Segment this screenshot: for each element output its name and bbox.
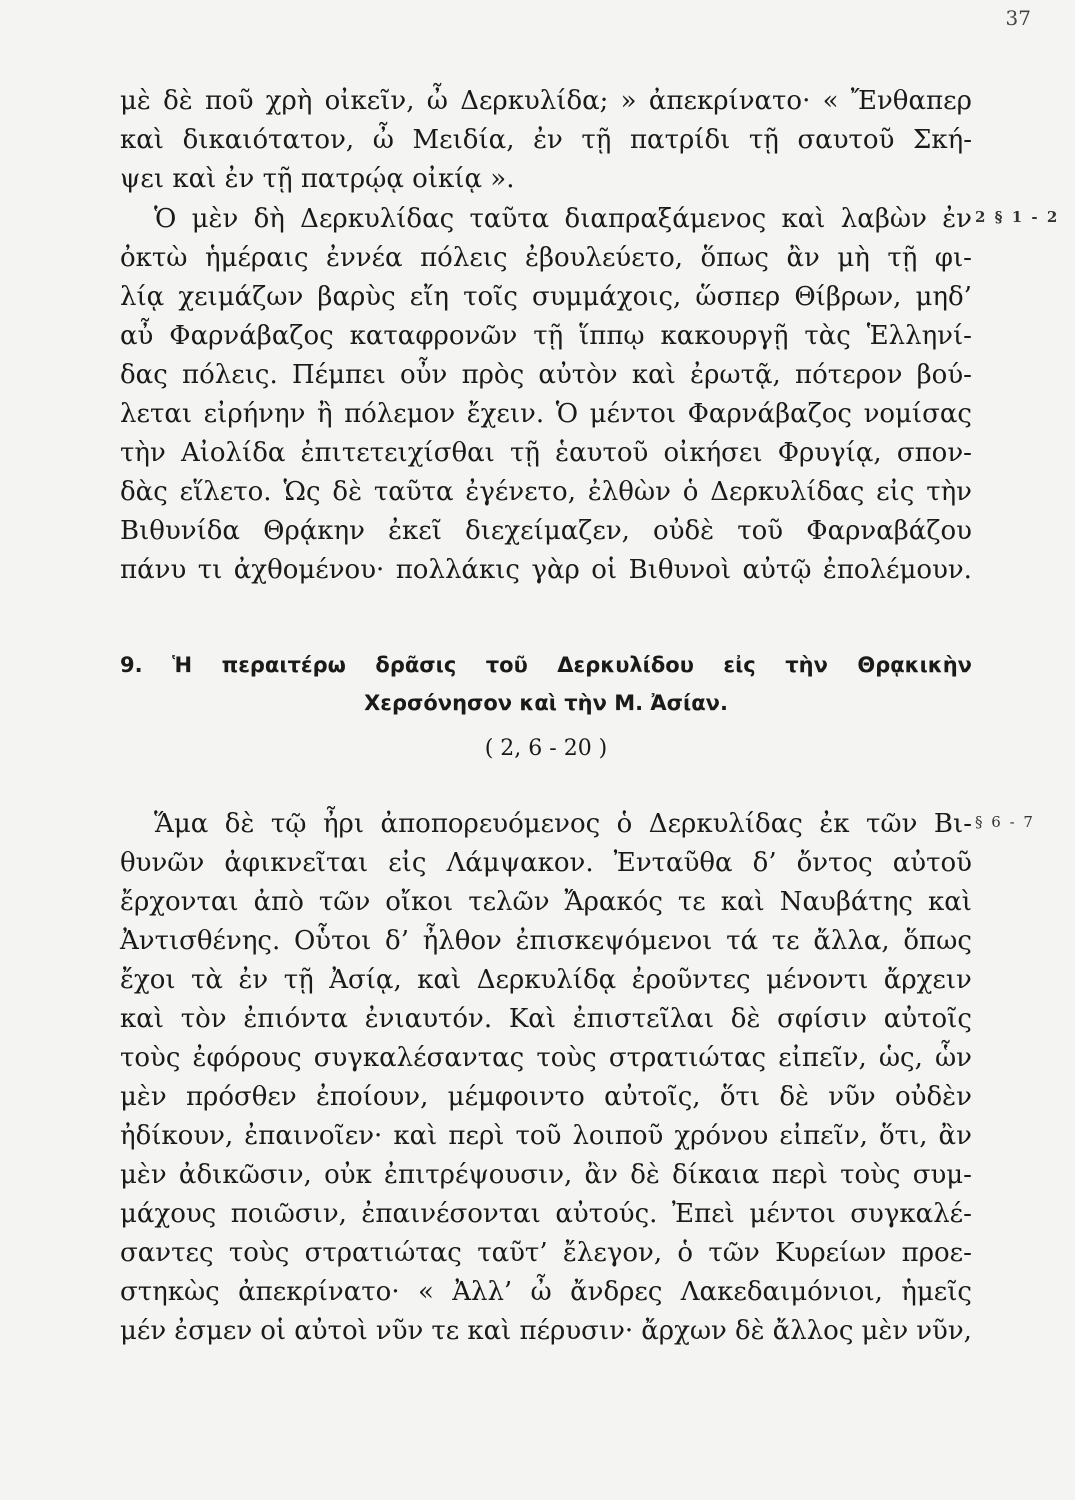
- text-line: Βιθυνίδα Θρᾴκην ἐκεῖ διεχείμαζεν, οὐδὲ τοῦ Φαρναβάζου: [120, 516, 972, 546]
- text-line: μὲν πρόσθεν ἐποίουν, μέμφοιντο αὐτοῖς, ὅτι δὲ νῦν οὐδὲν: [120, 1082, 972, 1112]
- section-heading-line: 9. Ἡ περαιτέρω δρᾶσις τοῦ Δερκυλίδου εἰς τὴν Θρᾳκικὴν: [120, 653, 972, 677]
- paragraph-dercylidas: [120, 200, 972, 590]
- text-line: στηκὼς ἀπεκρίνατο· « Ἀλλ’ ὦ ἄνδρες Λακεδαιμόνιοι, ἡμεῖς: [120, 1277, 972, 1307]
- text-line: ἔχοι τὰ ἐν τῇ Ἀσίᾳ, καὶ Δερκυλίδᾳ ἐροῦντες μένοντι ἄρχειν: [120, 965, 972, 995]
- text-line: μὲν ἀδικῶσιν, οὐκ ἐπιτρέψουσιν, ἂν δὲ δίκαια περὶ τοὺς συμ-: [120, 1160, 972, 1190]
- text-line: μάχους ποιῶσιν, ἐπαινέσονται αὐτούς. Ἐπεὶ μέντοι συγκαλέ-: [120, 1199, 972, 1229]
- section-heading: [120, 646, 972, 722]
- text-line: ψει καὶ ἐν τῇ πατρῴᾳ οἰκίᾳ ».: [120, 164, 515, 194]
- text-line: σαντες τοὺς στρατιώτας ταῦτ’ ἔλεγον, ὁ τῶν Κυρείων προε-: [120, 1238, 972, 1268]
- page-number: 37: [1005, 6, 1031, 30]
- margin-reference: § 6 - 7: [975, 813, 1035, 831]
- text-line: αὖ Φαρνάβαζος καταφρονῶν τῇ ἵππῳ κακουργῇ τὰς Ἑλληνί-: [120, 321, 972, 351]
- text-line: δας πόλεις. Πέμπει οὖν πρὸς αὐτὸν καὶ ἐρωτᾷ, πότερον βού-: [120, 360, 972, 390]
- text-line: Ἀντισθένης. Οὗτοι δ’ ἦλθον ἐπισκεψόμενοι τά τε ἄλλα, ὅπως: [120, 926, 972, 956]
- text-line: ὀκτὼ ἡμέραις ἐννέα πόλεις ἐβουλεύετο, ὅπως ἂν μὴ τῇ φι-: [120, 243, 972, 273]
- text-line: ἔρχονται ἀπὸ τῶν οἴκοι τελῶν Ἄρακός τε καὶ Ναυβάτης καὶ: [120, 887, 972, 917]
- text-line: δὰς εἵλετο. Ὡς δὲ ταῦτα ἐγένετο, ἐλθὼν ὁ Δερκυλίδας εἰς τὴν: [120, 477, 972, 507]
- text-line: θυνῶν ἀφικνεῖται εἰς Λάμψακον. Ἐνταῦθα δ’ ὄντος αὐτοῦ: [120, 848, 972, 878]
- text-line: μὲ δὲ ποῦ χρὴ οἰκεῖν, ὦ Δερκυλίδα; » ἀπεκρίνατο· « Ἔνθαπερ: [120, 86, 972, 116]
- text-line: τὴν Αἰολίδα ἐπιτετειχίσθαι τῇ ἑαυτοῦ οἰκήσει Φρυγίᾳ, σπον-: [120, 438, 972, 468]
- text-line: λεται εἰρήνην ἢ πόλεμον ἔχειν. Ὁ μέντοι Φαρνάβαζος νομίσας: [120, 399, 972, 429]
- section-heading-line: Χερσόνησον καὶ τὴν Μ. Ἀσίαν.: [364, 691, 728, 715]
- text-line: Ἅμα δὲ τῷ ἦρι ἀποπορευόμενος ὁ Δερκυλίδας ἐκ τῶν Βι-: [154, 809, 972, 839]
- text-line: ἠδίκουν, ἐπαινοῖεν· καὶ περὶ τοῦ λοιποῦ χρόνου εἰπεῖν, ὅτι, ἂν: [120, 1121, 972, 1151]
- text-line: Ὁ μὲν δὴ Δερκυλίδας ταῦτα διαπραξάμενος καὶ λαβὼν ἐν: [154, 204, 972, 234]
- margin-reference: 2 § 1 - 2: [975, 208, 1060, 226]
- paragraph-continuation: [120, 82, 972, 199]
- text-line: μέν ἐσμεν οἱ αὐτοὶ νῦν τε καὶ πέρυσιν· ἄρχων δὲ ἄλλος μὲν νῦν,: [120, 1316, 972, 1346]
- text-line: καὶ τὸν ἐπιόντα ἐνιαυτόν. Καὶ ἐπιστεῖλαι δὲ σφίσιν αὐτοῖς: [120, 1004, 972, 1034]
- section-reference: ( 2, 6 - 20 ): [484, 736, 608, 761]
- text-line: καὶ δικαιότατον, ὦ Μειδία, ἐν τῇ πατρίδι τῇ σαυτοῦ Σκή-: [120, 125, 972, 155]
- text-line: τοὺς ἐφόρους συγκαλέσαντας τοὺς στρατιώτας εἰπεῖν, ὡς, ὧν: [120, 1043, 972, 1073]
- text-line: λίᾳ χειμάζων βαρὺς εἴη τοῖς συμμάχοις, ὥσπερ Θίβρων, μηδ’: [120, 282, 972, 312]
- paragraph-lampsacus: [120, 805, 972, 1351]
- text-line: πάνυ τι ἀχθομένου· πολλάκις γὰρ οἱ Βιθυνοὶ αὐτῷ ἐπολέμουν.: [120, 555, 972, 585]
